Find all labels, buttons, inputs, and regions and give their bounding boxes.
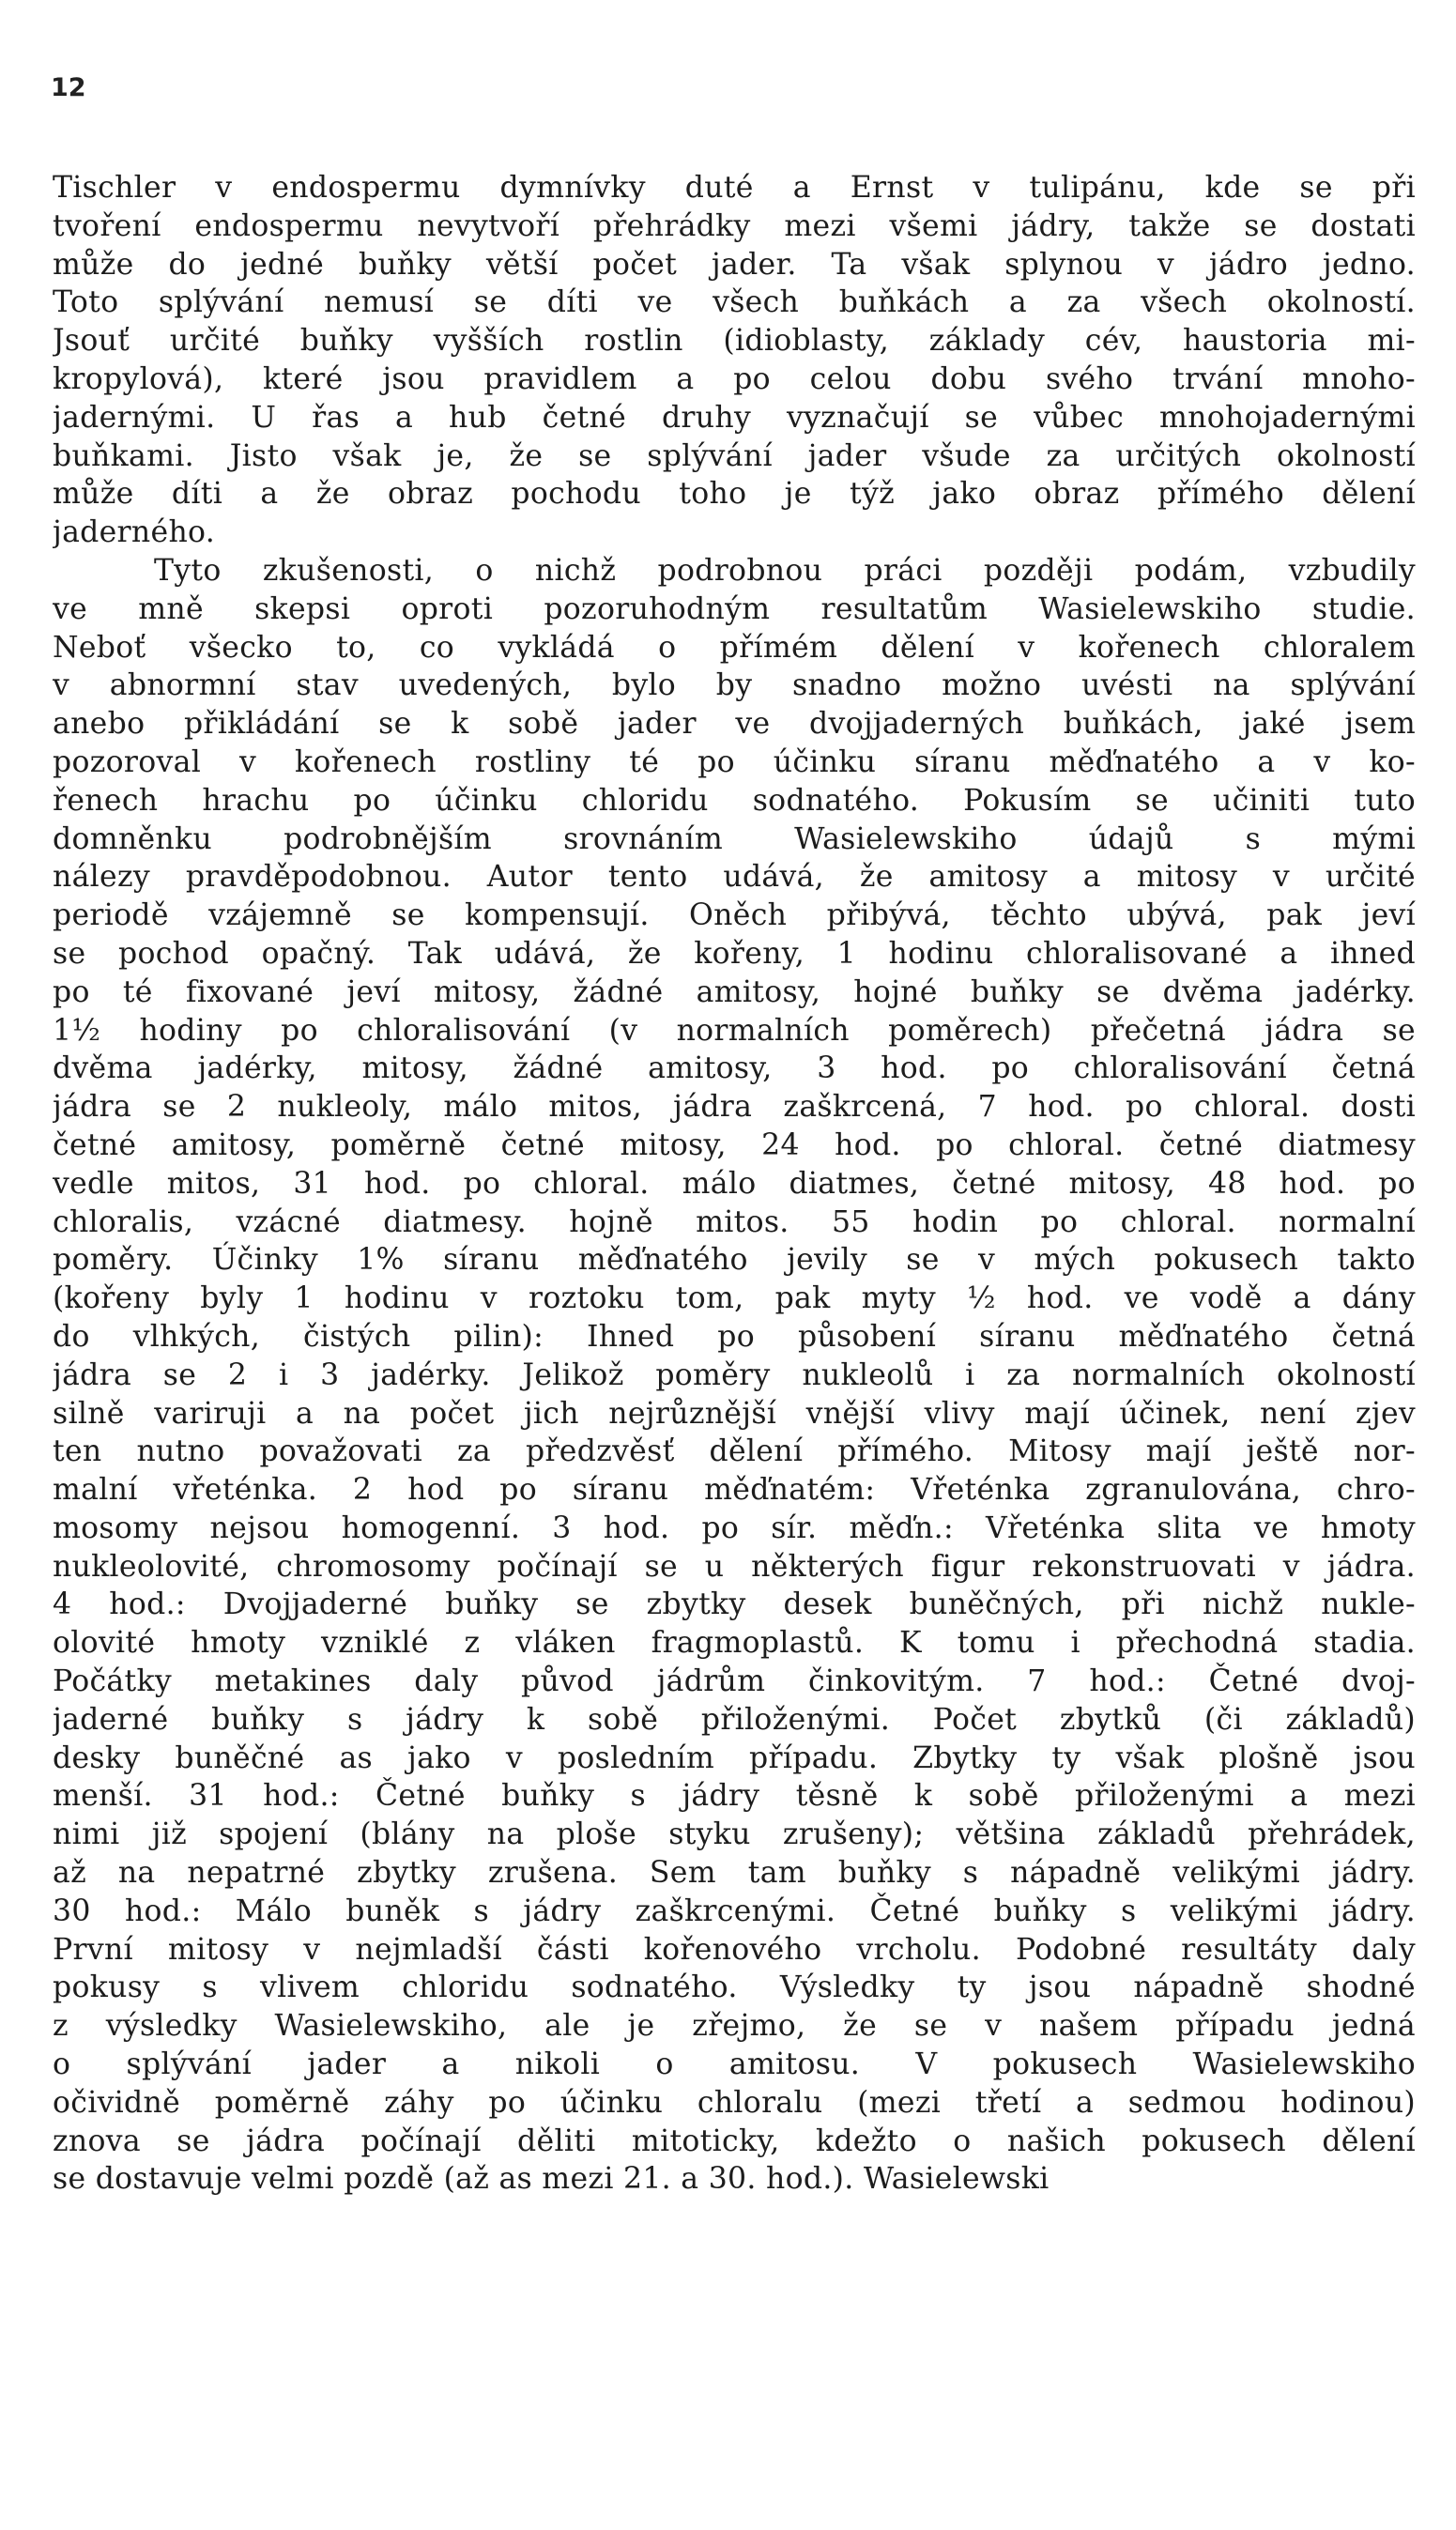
paragraph-2: [53, 552, 1416, 2199]
text-line: Neboť všecko to, co vykládá o přímém dělení v kořenech chloralem: [53, 630, 1416, 665]
text-line: Počátky metakines daly původ jádrům činkovitým. 7 hod.: Četné dvoj-: [53, 1664, 1416, 1699]
text-line: silně variruji a na počet jich nejrůznější vnější vlivy mají účinek, není zjev: [53, 1396, 1416, 1431]
text-line: vedle mitos, 31 hod. po chloral. málo diatmes, četné mitosy, 48 hod. po: [53, 1166, 1416, 1201]
text-line: jaderného.: [53, 515, 216, 550]
text-line: se pochod opačný. Tak udává, že kořeny, 1 hodinu chloralisované a ihned: [53, 936, 1416, 971]
text-line: až na nepatrné zbytky zrušena. Sem tam buňky s nápadně velikými jádry.: [53, 1856, 1416, 1891]
text-line: 4 hod.: Dvojjaderné buňky se zbytky desek buněčných, při nichž nukle-: [53, 1587, 1416, 1622]
text-line: o splývání jader a nikoli o amitosu. V pokusech Wasielewskiho: [53, 2047, 1416, 2082]
text-line: anebo přikládání se k sobě jader ve dvojjaderných buňkách, jaké jsem: [53, 707, 1416, 742]
text-line: buňkami. Jisto však je, že se splývání jader všude za určitých okolností: [53, 438, 1416, 473]
text-line: v abnormní stav uvedených, bylo by snadno možno uvésti na splývání: [53, 668, 1416, 703]
text-line: jádra se 2 i 3 jadérky. Jelikož poměry nukleolů i za normalních okolností: [53, 1357, 1416, 1392]
text-line: do vlhkých, čistých pilin): Ihned po působení síranu měďnatého četná: [53, 1319, 1416, 1354]
text-line: Tyto zkušenosti, o nichž podrobnou práci později podám, vzbudily: [154, 553, 1416, 588]
text-line: Tischler v endospermu dymnívky duté a Ernst v tulipánu, kde se při: [53, 171, 1416, 205]
text-line: pokusy s vlivem chloridu sodnatého. Výsledky ty jsou nápadně shodné: [53, 1970, 1416, 2005]
text-line: kropylová), které jsou pravidlem a po celou dobu svého trvání mnoho-: [53, 361, 1416, 396]
text-line: mosomy nejsou homogenní. 3 hod. po sír. měďn.: Vřeténka slita ve hmoty: [53, 1510, 1416, 1545]
text-line: dvěma jadérky, mitosy, žádné amitosy, 3 hod. po chloralisování četná: [53, 1051, 1416, 1086]
text-line: desky buněčné as jako v posledním případu. Zbytky ty však plošně jsou: [53, 1740, 1416, 1775]
paragraph-1: [53, 169, 1416, 552]
text-line: 30 hod.: Málo buněk s jádry zaškrcenými. Četné buňky s velikými jádry.: [53, 1894, 1416, 1928]
text-line: jadernými. U řas a hub četné druhy vyznačují se vůbec mnohojadernými: [53, 400, 1416, 435]
text-line: poměry. Účinky 1% síranu měďnatého jevily se v mých pokusech takto: [53, 1243, 1416, 1278]
text-line: pozoroval v kořenech rostliny té po účinku síranu měďnatého a v ko-: [53, 744, 1416, 779]
text-line: menší. 31 hod.: Četné buňky s jádry těsně k sobě přiloženými a mezi: [53, 1779, 1416, 1814]
text-line: 1½ hodiny po chloralisování (v normalních poměrech) přečetná jádra se: [53, 1013, 1416, 1048]
text-line: Jsouť určité buňky vyšších rostlin (idioblasty, základy cév, haustoria mi-: [53, 324, 1416, 359]
text-line: ten nutno považovati za předzvěsť dělení přímého. Mitosy mají ještě nor-: [53, 1434, 1416, 1469]
text-line: chloralis, vzácné diatmesy. hojně mitos. 55 hodin po chloral. normalní: [53, 1204, 1416, 1239]
text-line: po té fixované jeví mitosy, žádné amitosy, hojné buňky se dvěma jadérky.: [53, 974, 1416, 1009]
text-line: z výsledky Wasielewskiho, ale je zřejmo, že se v našem případu jedná: [53, 2009, 1416, 2044]
text-line: ve mně skepsi oproti pozoruhodným resultatům Wasielewskiho studie.: [53, 591, 1416, 626]
text-line: domněnku podrobnějším srovnáním Wasielewskiho údajů s mými: [53, 821, 1416, 856]
body-text: [53, 169, 1416, 2199]
text-line: malní vřeténka. 2 hod po síranu měďnatém: Vřeténka zgranulována, chro-: [53, 1473, 1416, 1508]
text-line: jádra se 2 nukleoly, málo mitos, jádra zaškrcená, 7 hod. po chloral. dosti: [53, 1090, 1416, 1125]
text-line: První mitosy v nejmladší části kořenového vrcholu. Podobné resultáty daly: [53, 1932, 1416, 1967]
text-line: znova se jádra počínají děliti mitoticky, kdežto o našich pokusech dělení: [53, 2124, 1416, 2158]
text-line: četné amitosy, poměrně četné mitosy, 24 hod. po chloral. četné diatmesy: [53, 1127, 1416, 1162]
text-line: může díti a že obraz pochodu toho je týž jako obraz přímého dělení: [53, 477, 1416, 512]
text-line: nimi již spojení (blány na ploše styku zrušeny); většina základů přehrádek,: [53, 1817, 1416, 1852]
text-line: Toto splývání nemusí se díti ve všech buňkách a za všech okolností.: [53, 285, 1416, 320]
text-line: se dostavuje velmi pozdě (až as mezi 21. a 30. hod.). Wasielewski: [53, 2162, 1050, 2197]
text-line: jaderné buňky s jádry k sobě přiloženými. Počet zbytků (či základů): [53, 1702, 1416, 1737]
text-line: nálezy pravděpodobnou. Autor tento udává, že amitosy a mitosy v určité: [53, 860, 1416, 895]
text-line: olovité hmoty vzniklé z vláken fragmoplastů. K tomu i přechodná stadia.: [53, 1626, 1416, 1661]
page-number: 12: [51, 73, 86, 102]
text-line: očividně poměrně záhy po účinku chloralu (mezi třetí a sedmou hodinou): [53, 2085, 1416, 2120]
text-line: periodě vzájemně se kompensují. Oněch přibývá, těchto ubývá, pak jeví: [53, 898, 1416, 933]
text-line: (kořeny byly 1 hodinu v roztoku tom, pak myty ½ hod. ve vodě a dány: [53, 1281, 1416, 1316]
text-line: nukleolovité, chromosomy počínají se u některých figur rekonstruovati v jádra.: [53, 1549, 1416, 1584]
text-line: tvoření endospermu nevytvoří přehrádky mezi všemi jádry, takže se dostati: [53, 208, 1416, 243]
text-line: řenech hrachu po účinku chloridu sodnatého. Pokusím se učiniti tuto: [53, 783, 1416, 818]
text-line: může do jedné buňky větší počet jader. Ta však splynou v jádro jedno.: [53, 247, 1416, 282]
